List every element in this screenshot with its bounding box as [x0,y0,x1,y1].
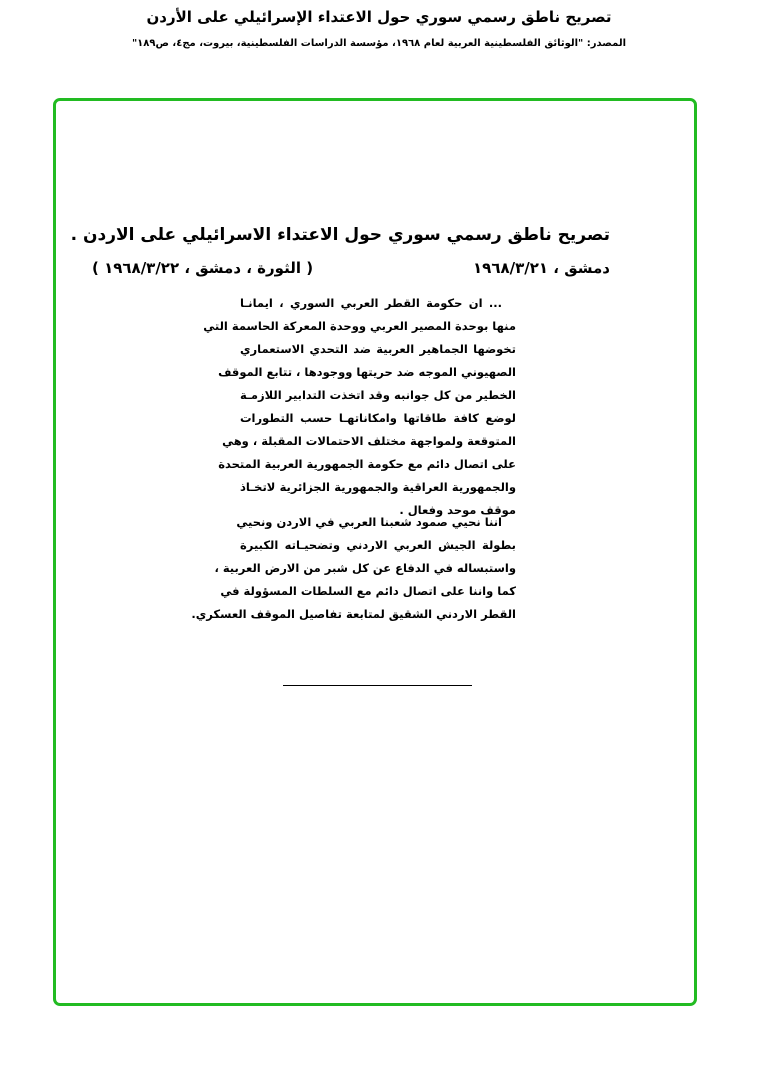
text-line: القطر الاردني الشقيق لمتابعة تفاصيل الموقف العسكري. [191,607,516,621]
document-title: تصريح ناطق رسمي سوري حول الاعتداء الاسرائيلي على الاردن . [70,225,610,245]
text-line: والجمهورية العراقية والجمهورية الجزائرية لاتخـاذ [240,480,516,494]
header-source: المصدر: "الوثائق الفلسطينية العربية لعام ١٩٦٨، مؤسسة الدراسات الفلسطينية، بيروت، مج٤، ص١٨٩" [131,38,627,49]
text-line: ... ان حكومة القطر العربي السوري ، ايمانـا [240,296,502,310]
text-line: على اتصال دائم مع حكومة الجمهورية العربية المتحدة [218,457,516,471]
dateline: دمشق ، ١٩٦٨/٣/٢١ [473,259,610,277]
text-line: بطولة الجيش العربي الاردني وتضحيـاته الكبيرة [240,538,516,552]
text-line: المتوقعة ولمواجهة مختلف الاحتمالات المقبلة ، وهي [222,434,516,448]
end-rule-divider [283,685,472,686]
header-title: تصريح ناطق رسمي سوري حول الاعتداء الإسرائيلي على الأردن [146,8,612,26]
text-line: موقف موحد وفعال . [399,503,516,517]
text-line: لوضع كافة طاقاتها وامكاناتهـا حسب التطورات [240,411,516,425]
text-line: تخوضها الجماهير العربية ضد التحدي الاستعماري [240,342,516,356]
dateline-row [92,259,610,277]
text-line: واستبساله في الدفاع عن كل شبر من الارض العربية ، [214,561,516,575]
paragraph-2 [191,511,516,626]
citation: ( الثورة ، دمشق ، ١٩٦٨/٣/٢٢ ) [92,259,314,277]
text-line: اننا نحيي صمود شعبنا العربي في الاردن ونحيي [236,515,502,529]
text-line: كما واننا على اتصال دائم مع السلطات المسؤولة في [220,584,516,598]
text-line: الخطير من كل جوانبه وقد اتخذت التدابير اللازمـة [240,388,516,402]
text-line: الصهيوني الموجه ضد حريتها ووجودها ، تتابع الموقف [218,365,516,379]
text-line: منها بوحدة المصير العربي ووحدة المعركة الحاسمة التي [203,319,516,333]
